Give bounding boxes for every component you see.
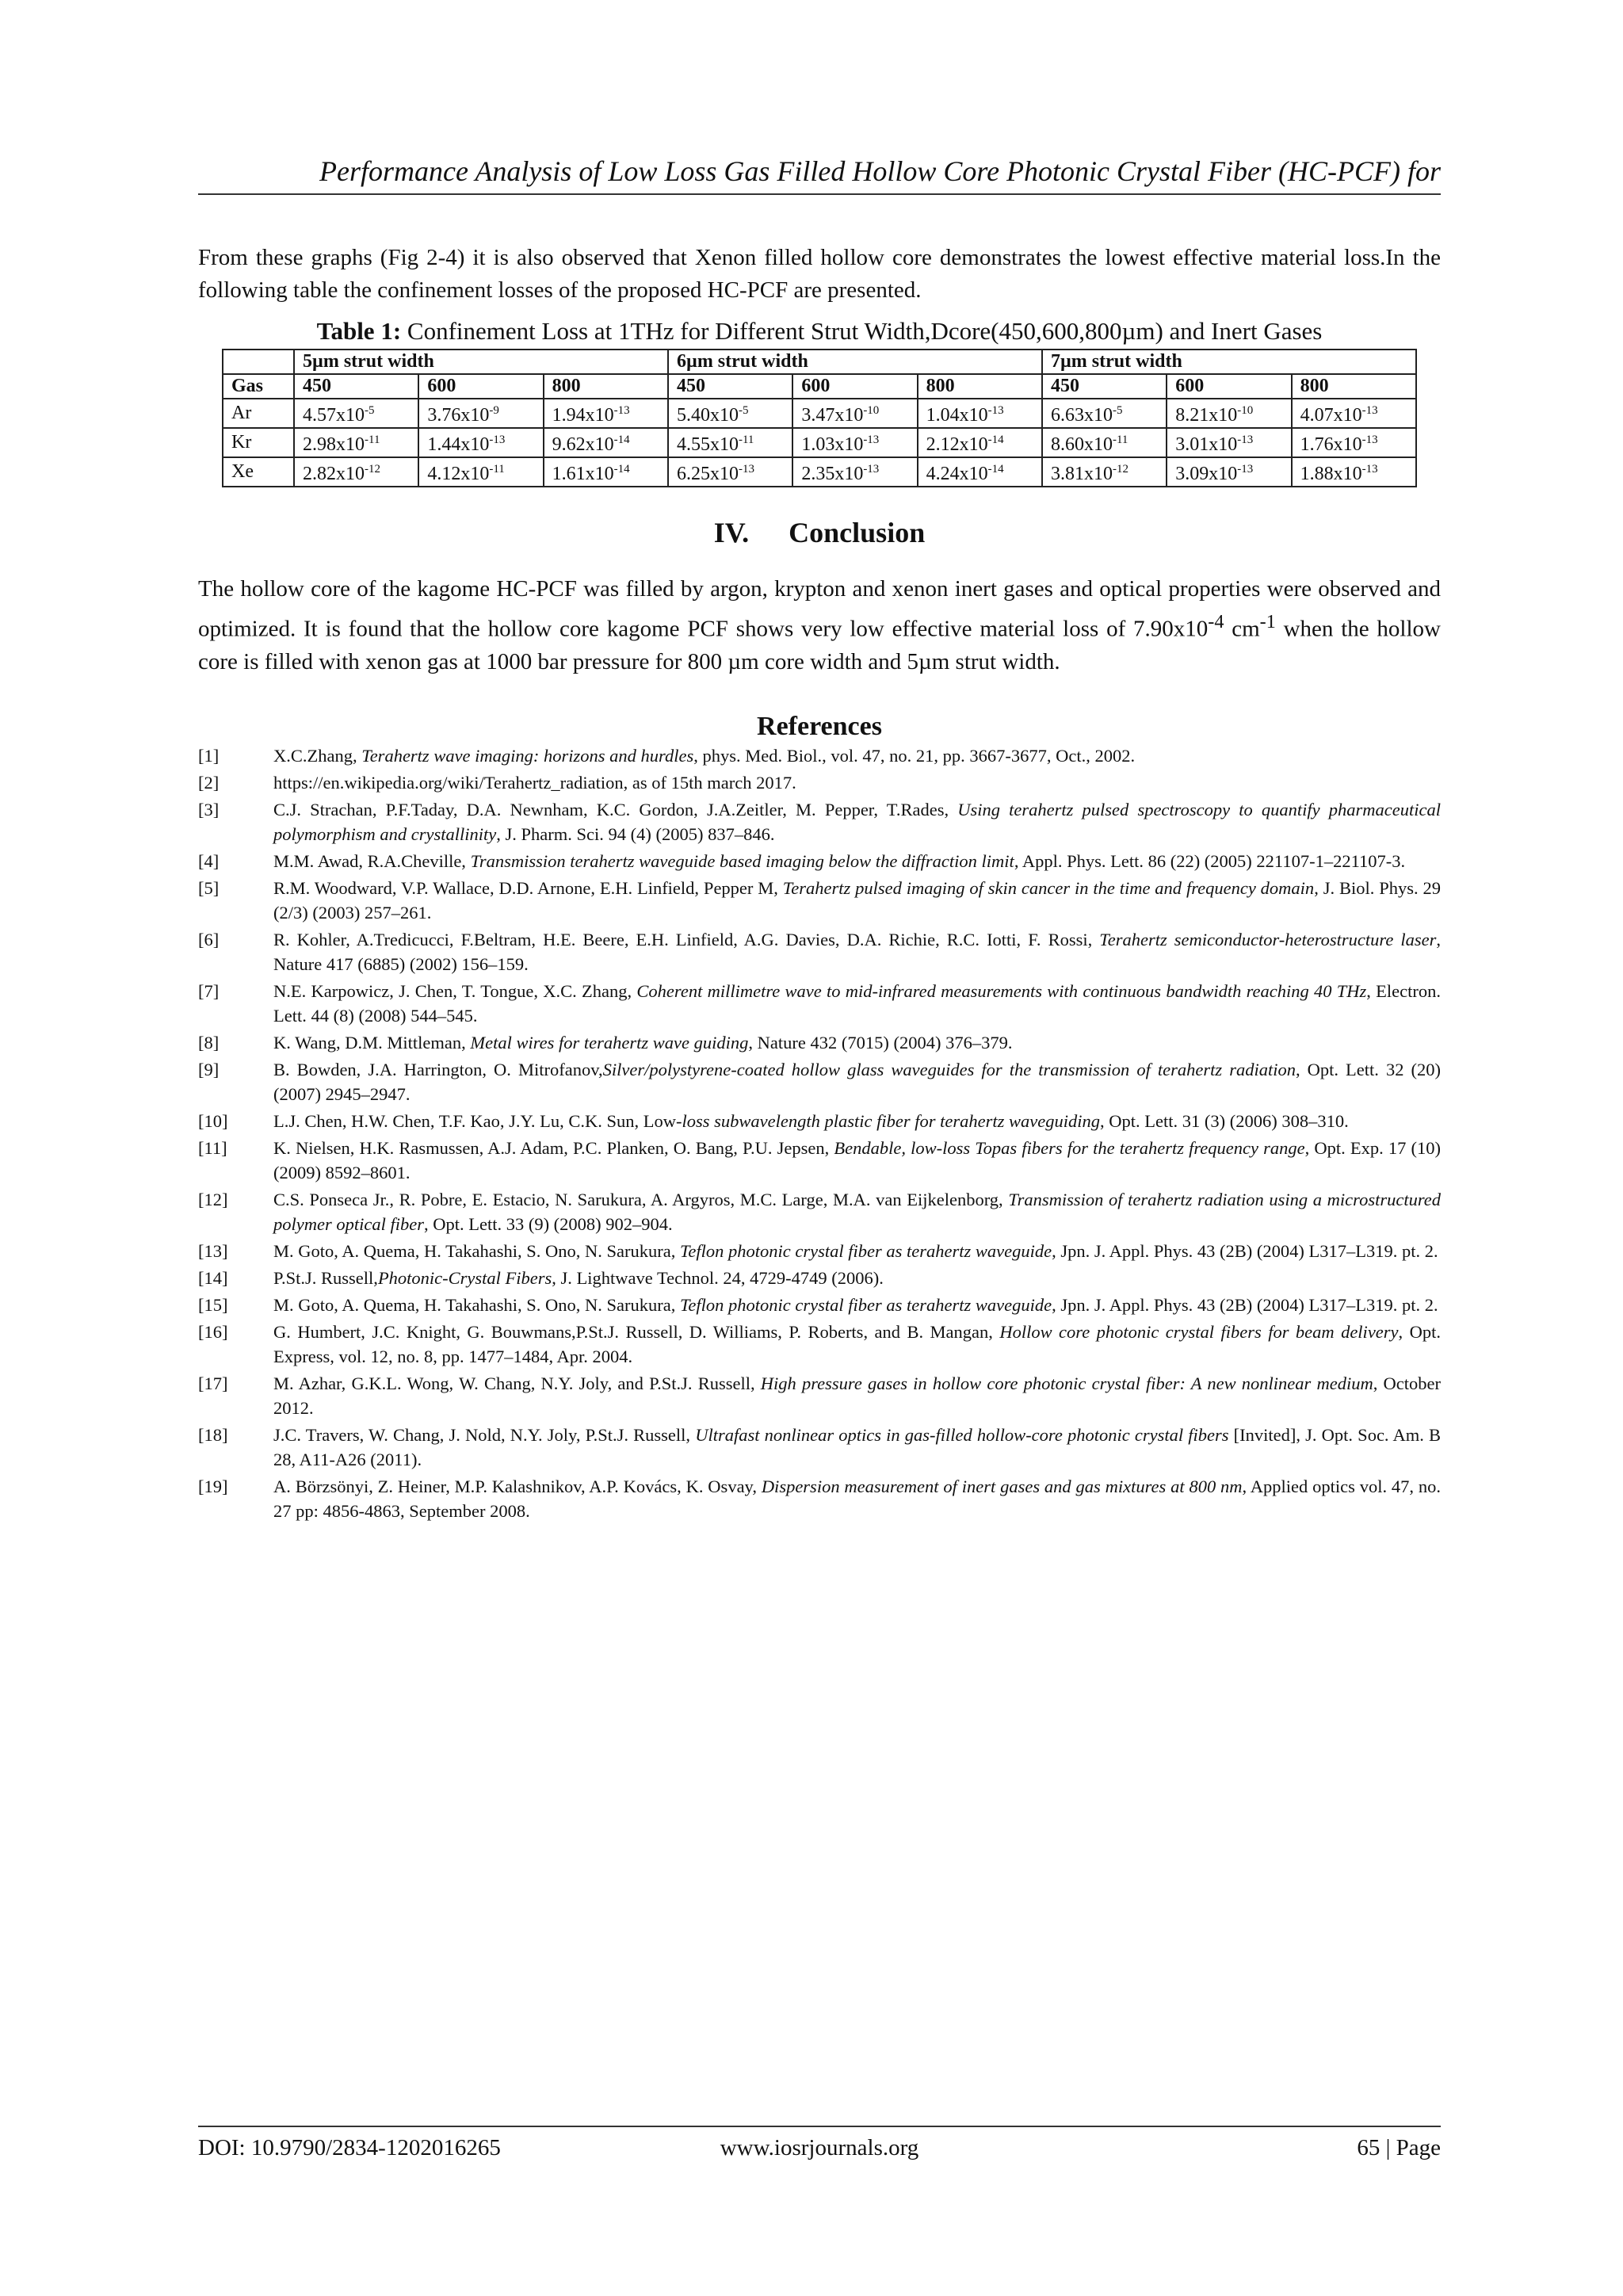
reference-item [198, 1474, 1441, 1523]
dcore-header: 600 [418, 374, 543, 399]
loss-value-cell [792, 457, 917, 487]
reference-segment: , J. Pharm. Sci. 94 (4) (2005) 837–846. [496, 824, 775, 844]
reference-segment: A. Börzsönyi, Z. Heiner, M.P. Kalashnikov, A.P. Kovács, K. Osvay, [273, 1477, 762, 1496]
loss-value-cell [1167, 457, 1291, 487]
table-caption [198, 315, 1441, 347]
reference-title: Photonic-Crystal Fibers [377, 1268, 552, 1288]
reference-title: loss subwavelength plastic fiber for terahertz waveguiding [682, 1111, 1100, 1131]
table-row [223, 428, 1416, 457]
dcore-header: 800 [1292, 374, 1416, 399]
loss-value-cell [544, 457, 668, 487]
reference-segment: https://en.wikipedia.org/wiki/Terahertz_radiation, as of 15th march 2017. [273, 773, 796, 793]
reference-segment: J.C. Travers, W. Chang, J. Nold, N.Y. Joly, P.St.J. Russell, [273, 1425, 696, 1445]
reference-segment: , Jpn. J. Appl. Phys. 43 (2B) (2004) L317–L319. pt. 2. [1052, 1241, 1438, 1261]
reference-item [198, 1030, 1441, 1055]
loss-value-cell [418, 399, 543, 428]
loss-value-cell [1292, 457, 1416, 487]
reference-item [198, 770, 1441, 795]
conclusion-heading [198, 515, 1441, 550]
reference-title: Hollow core photonic crystal fibers for beam delivery [999, 1322, 1399, 1342]
reference-title: Transmission of terahertz radiation using a microstructured polymer optical fiber [273, 1190, 1441, 1234]
reference-title: Coherent millimetre wave to mid-infrared measurements with continuous bandwidth reaching 40 THz [636, 981, 1367, 1001]
reference-text [273, 849, 1441, 873]
reference-segment: M. Azhar, G.K.L. Wong, W. Chang, N.Y. Joly, and P.St.J. Russell, [273, 1373, 761, 1393]
loss-exponent: -13 [1237, 434, 1254, 446]
loss-mantissa: 4.12x10 [427, 464, 490, 484]
gas-cell: Ar [223, 399, 294, 428]
loss-exponent: -13 [987, 404, 1004, 417]
loss-exponent: -10 [1237, 404, 1254, 417]
group-header: 6µm strut width [668, 350, 1042, 374]
loss-mantissa: 8.21x10 [1175, 405, 1238, 426]
conclusion-exponent-2: -1 [1259, 611, 1276, 632]
loss-mantissa: 2.12x10 [926, 434, 988, 455]
running-title: Performance Analysis of Low Loss Gas Filled Hollow Core Photonic Crystal Fiber (HC-PCF) for [319, 155, 1441, 187]
reference-number: [2] [198, 773, 220, 793]
loss-value-cell [792, 399, 917, 428]
table-corner-cell [223, 350, 294, 374]
reference-title: Metal wires for terahertz wave guiding [470, 1033, 749, 1052]
loss-exponent: -13 [1361, 404, 1378, 417]
loss-mantissa: 5.40x10 [676, 405, 739, 426]
footer-site: www.iosrjournals.org [720, 2135, 919, 2160]
loss-value-cell [918, 457, 1042, 487]
footer [198, 2130, 1441, 2165]
table-sub-header-row [223, 374, 1416, 399]
loss-value-cell [668, 399, 792, 428]
loss-mantissa: 8.60x10 [1050, 434, 1113, 455]
reference-item [198, 743, 1441, 768]
dcore-header: 600 [792, 374, 917, 399]
reference-item [198, 849, 1441, 873]
reference-text [273, 1266, 1441, 1290]
conclusion-text-3: when the hollow core is filled with xenon gas at 1000 bar pressure for 800 µm core width and 5µm strut width. [198, 616, 1441, 674]
conclusion-text-2: cm [1224, 616, 1260, 642]
loss-exponent: -13 [738, 463, 754, 476]
footer-rule [198, 2126, 1441, 2127]
loss-exponent: -13 [1361, 463, 1378, 476]
gas-header: Gas [223, 374, 294, 399]
reference-text [273, 1239, 1441, 1263]
references-heading: References [757, 712, 882, 741]
reference-title: Bendable, low-loss Topas fibers for the terahertz frequency range [834, 1138, 1305, 1158]
reference-text [273, 743, 1441, 768]
header-rule [198, 193, 1441, 195]
group-header: 7µm strut width [1042, 350, 1416, 374]
reference-number: [12] [198, 1190, 228, 1209]
reference-number: [10] [198, 1111, 228, 1131]
reference-item [198, 1187, 1441, 1236]
loss-exponent: -11 [489, 463, 505, 476]
reference-item [198, 1109, 1441, 1133]
reference-item [198, 979, 1441, 1028]
reference-segment: M. Goto, A. Quema, H. Takahashi, S. Ono, N. Sarukura, [273, 1241, 680, 1261]
loss-exponent: -9 [489, 404, 499, 417]
table-group-header-row [223, 350, 1416, 374]
dcore-header: 450 [1042, 374, 1167, 399]
reference-number: [8] [198, 1033, 220, 1052]
reference-title: Dispersion measurement of inert gases and gas mixtures at 800 nm [761, 1477, 1243, 1496]
reference-text [273, 1293, 1441, 1317]
reference-item [198, 1239, 1441, 1263]
loss-value-cell [294, 399, 418, 428]
reference-text [273, 1057, 1441, 1106]
reference-segment: [Invited], J. Opt. Soc. Am. B 28, A11-A26 (2011). [273, 1425, 1441, 1469]
loss-exponent: -10 [863, 404, 880, 417]
intro-paragraph: From these graphs (Fig 2-4) it is also observed that Xenon filled hollow core demonstrates the lowest effective material loss.In the following table the confinement losses of the proposed HC-PCF are presented. [198, 245, 1441, 303]
loss-exponent: -14 [613, 463, 630, 476]
reference-title: Transmission terahertz waveguide based imaging below the diffraction limit [470, 851, 1014, 871]
reference-segment: K. Nielsen, H.K. Rasmussen, A.J. Adam, P.C. Planken, O. Bang, P.U. Jepsen, [273, 1138, 834, 1158]
reference-item [198, 1293, 1441, 1317]
reference-item [198, 797, 1441, 846]
dcore-header: 800 [544, 374, 668, 399]
reference-title: High pressure gases in hollow core photonic crystal fiber: A new nonlinear medium [760, 1373, 1373, 1393]
loss-value-cell [418, 457, 543, 487]
loss-exponent: -13 [863, 434, 880, 446]
loss-exponent: -12 [365, 463, 380, 476]
reference-segment: , Nature 417 (6885) (2002) 156–159. [273, 930, 1441, 974]
reference-segment: , Electron. Lett. 44 (8) (2008) 544–545. [273, 981, 1442, 1026]
reference-number: [16] [198, 1322, 228, 1342]
reference-text [273, 1187, 1441, 1236]
loss-exponent: -13 [1237, 463, 1254, 476]
loss-value-cell [1167, 399, 1291, 428]
group-header: 5µm strut width [294, 350, 668, 374]
reference-number: [15] [198, 1295, 228, 1315]
reference-segment: , Opt. Lett. 32 (20) (2007) 2945–2947. [273, 1060, 1442, 1104]
loss-mantissa: 4.57x10 [303, 405, 365, 426]
loss-mantissa: 4.07x10 [1300, 405, 1362, 426]
loss-value-cell [792, 428, 917, 457]
reference-item [198, 1320, 1441, 1369]
section-title: Conclusion [789, 517, 926, 548]
loss-value-cell [1292, 428, 1416, 457]
reference-segment: B. Bowden, J.A. Harrington, O. Mitrofanov, [273, 1060, 603, 1079]
loss-value-cell [1042, 457, 1167, 487]
loss-exponent: -13 [489, 434, 506, 446]
loss-exponent: -11 [365, 434, 380, 446]
reference-number: [5] [198, 878, 220, 898]
loss-mantissa: 1.76x10 [1300, 434, 1362, 455]
reference-segment: X.C.Zhang, [273, 746, 362, 766]
dcore-header: 450 [294, 374, 418, 399]
loss-mantissa: 3.76x10 [427, 405, 490, 426]
reference-segment: R.M. Woodward, V.P. Wallace, D.D. Arnone, E.H. Linfield, Pepper M, [273, 878, 783, 898]
footer-page-number: 65 | Page [1357, 2135, 1441, 2160]
loss-mantissa: 4.24x10 [926, 464, 988, 484]
conclusion-paragraph [198, 573, 1441, 678]
loss-mantissa: 6.25x10 [676, 464, 739, 484]
reference-segment: N.E. Karpowicz, J. Chen, T. Tongue, X.C. Zhang, [273, 981, 637, 1001]
reference-title: Silver/polystyrene-coated hollow glass waveguides for the transmission of terahertz radiation [602, 1060, 1296, 1079]
reference-title: Teflon photonic crystal fiber as terahertz waveguide [679, 1241, 1052, 1261]
reference-segment: , Opt. Lett. 33 (9) (2008) 902–904. [423, 1214, 673, 1234]
loss-value-cell [544, 399, 668, 428]
loss-value-cell [294, 457, 418, 487]
dcore-header: 600 [1167, 374, 1291, 399]
loss-mantissa: 1.04x10 [926, 405, 988, 426]
loss-mantissa: 2.35x10 [801, 464, 864, 484]
loss-exponent: -5 [365, 404, 375, 417]
reference-segment: R. Kohler, A.Tredicucci, F.Beltram, H.E. Beere, E.H. Linfield, A.G. Davies, D.A. Richie, R.C. Iotti, F. Rossi, [273, 930, 1100, 949]
reference-segment: M. Goto, A. Quema, H. Takahashi, S. Ono, N. Sarukura, [273, 1295, 680, 1315]
reference-segment: , Opt. Lett. 31 (3) (2006) 308–310. [1099, 1111, 1349, 1131]
reference-number: [18] [198, 1425, 228, 1445]
reference-segment: , J. Lightwave Technol. 24, 4729-4749 (2006). [552, 1268, 884, 1288]
loss-mantissa: 1.61x10 [552, 464, 614, 484]
reference-number: [14] [198, 1268, 228, 1288]
loss-exponent: -14 [987, 434, 1004, 446]
loss-mantissa: 9.62x10 [552, 434, 614, 455]
reference-segment: C.J. Strachan, P.F.Taday, D.A. Newnham, K.C. Gordon, J.A.Zeitler, M. Pepper, T.Rades, [273, 800, 958, 819]
table-body [223, 399, 1416, 487]
reference-segment: , Nature 432 (7015) (2004) 376–379. [748, 1033, 1013, 1052]
reference-number: [4] [198, 851, 220, 871]
loss-mantissa: 3.47x10 [801, 405, 864, 426]
reference-number: [17] [198, 1373, 228, 1393]
table-caption-text: Confinement Loss at 1THz for Different Strut Width,Dcore(450,600,800µm) and Inert Gases [401, 317, 1323, 345]
reference-title: Terahertz wave imaging: horizons and hurdles [361, 746, 694, 766]
footer-doi: DOI: 10.9790/2834-1202016265 [198, 2135, 501, 2160]
gas-cell: Kr [223, 428, 294, 457]
loss-exponent: -5 [738, 404, 749, 417]
confinement-loss-table [222, 349, 1417, 487]
reference-number: [19] [198, 1477, 228, 1496]
references-list [198, 743, 1441, 1526]
reference-segment: , Jpn. J. Appl. Phys. 43 (2B) (2004) L317–L319. pt. 2. [1052, 1295, 1438, 1315]
reference-item [198, 1136, 1441, 1185]
reference-text [273, 876, 1441, 925]
reference-item [198, 1423, 1441, 1472]
loss-exponent: -14 [987, 463, 1004, 476]
reference-segment: C.S. Ponseca Jr., R. Pobre, E. Estacio, N. Sarukura, A. Argyros, M.C. Large, M.A. van Eijkelenborg, [273, 1190, 1009, 1209]
reference-segment: , phys. Med. Biol., vol. 47, no. 21, pp. 3667-3677, Oct., 2002. [693, 746, 1136, 766]
loss-value-cell [668, 457, 792, 487]
reference-segment: G. Humbert, J.C. Knight, G. Bouwmans,P.St.J. Russell, D. Williams, P. Roberts, and B. Mangan, [273, 1322, 1000, 1342]
reference-text [273, 1030, 1441, 1055]
loss-exponent: -11 [738, 434, 754, 446]
reference-item [198, 1266, 1441, 1290]
loss-value-cell [668, 428, 792, 457]
reference-title: Terahertz pulsed imaging of skin cancer in the time and frequency domain [782, 878, 1315, 898]
loss-value-cell [1042, 428, 1167, 457]
reference-title: Using terahertz pulsed spectroscopy to quantify pharmaceutical polymorphism and crystallinity [273, 800, 1441, 844]
conclusion-exponent-1: -4 [1208, 611, 1224, 632]
reference-segment: K. Wang, D.M. Mittleman, [273, 1033, 471, 1052]
loss-mantissa: 1.44x10 [427, 434, 490, 455]
loss-value-cell [918, 399, 1042, 428]
reference-text [273, 1320, 1441, 1369]
reference-segment: P.St.J. Russell, [273, 1268, 378, 1288]
reference-item [198, 1057, 1441, 1106]
loss-value-cell [544, 428, 668, 457]
dcore-header: 800 [918, 374, 1042, 399]
reference-segment: , Opt. Exp. 17 (10) (2009) 8592–8601. [273, 1138, 1442, 1182]
reference-title: Ultrafast nonlinear optics in gas-filled hollow-core photonic crystal fibers [695, 1425, 1229, 1445]
loss-value-cell [294, 428, 418, 457]
loss-mantissa: 2.98x10 [303, 434, 365, 455]
reference-segment: , October 2012. [273, 1373, 1441, 1418]
reference-text [273, 979, 1441, 1028]
reference-text [273, 927, 1441, 976]
reference-item [198, 1371, 1441, 1420]
reference-title: Terahertz semiconductor-heterostructure laser [1099, 930, 1437, 949]
loss-mantissa: 3.81x10 [1050, 464, 1113, 484]
reference-number: [6] [198, 930, 220, 949]
loss-mantissa: 2.82x10 [303, 464, 365, 484]
loss-value-cell [1167, 428, 1291, 457]
table-caption-label: Table 1: [316, 317, 402, 345]
reference-number: [11] [198, 1138, 227, 1158]
loss-exponent: -5 [1112, 404, 1123, 417]
reference-title: Teflon photonic crystal fiber as terahertz waveguide [679, 1295, 1052, 1315]
gas-cell: Xe [223, 457, 294, 487]
reference-segment: , J. Biol. Phys. 29 (2/3) (2003) 257–261. [273, 878, 1441, 923]
loss-exponent: -13 [863, 463, 880, 476]
reference-text [273, 1136, 1441, 1185]
reference-item [198, 876, 1441, 925]
reference-segment: , Appl. Phys. Lett. 86 (22) (2005) 221107-1–221107-3. [1014, 851, 1406, 871]
loss-mantissa: 1.03x10 [801, 434, 864, 455]
table-row [223, 457, 1416, 487]
section-number: IV. [713, 517, 750, 548]
reference-text [273, 1371, 1441, 1420]
loss-exponent: -11 [1112, 434, 1128, 446]
table-row [223, 399, 1416, 428]
reference-number: [1] [198, 746, 220, 766]
reference-number: [13] [198, 1241, 228, 1261]
conclusion-text-1: The hollow core of the kagome HC-PCF was filled by argon, krypton and xenon inert gases and optical properties were observed and optimized. It is found that the hollow core kagome PCF shows very low effective material loss of 7.90x10 [198, 576, 1441, 642]
reference-number: [9] [198, 1060, 220, 1079]
reference-segment: , Opt. Express, vol. 12, no. 8, pp. 1477–1484, Apr. 2004. [273, 1322, 1441, 1366]
reference-segment: L.J. Chen, H.W. Chen, T.F. Kao, J.Y. Lu, C.K. Sun, Low- [273, 1111, 682, 1131]
loss-mantissa: 4.55x10 [676, 434, 739, 455]
reference-segment: M.M. Awad, R.A.Cheville, [273, 851, 471, 871]
loss-value-cell [918, 428, 1042, 457]
reference-number: [3] [198, 800, 220, 819]
loss-exponent: -13 [613, 404, 630, 417]
loss-mantissa: 1.88x10 [1300, 464, 1362, 484]
reference-text [273, 797, 1441, 846]
reference-text [273, 1474, 1441, 1523]
reference-text [273, 770, 1441, 795]
dcore-header: 450 [668, 374, 792, 399]
loss-mantissa: 1.94x10 [552, 405, 614, 426]
loss-mantissa: 3.01x10 [1175, 434, 1238, 455]
loss-mantissa: 6.63x10 [1050, 405, 1113, 426]
loss-mantissa: 3.09x10 [1175, 464, 1238, 484]
loss-exponent: -13 [1361, 434, 1378, 446]
loss-exponent: -14 [613, 434, 630, 446]
loss-exponent: -12 [1112, 463, 1128, 476]
reference-number: [7] [198, 981, 220, 1001]
loss-value-cell [1292, 399, 1416, 428]
loss-value-cell [1042, 399, 1167, 428]
reference-text [273, 1423, 1441, 1472]
reference-item [198, 927, 1441, 976]
reference-text [273, 1109, 1441, 1133]
reference-segment: , Applied optics vol. 47, no. 27 pp: 4856-4863, September 2008. [273, 1477, 1442, 1521]
loss-value-cell [418, 428, 543, 457]
